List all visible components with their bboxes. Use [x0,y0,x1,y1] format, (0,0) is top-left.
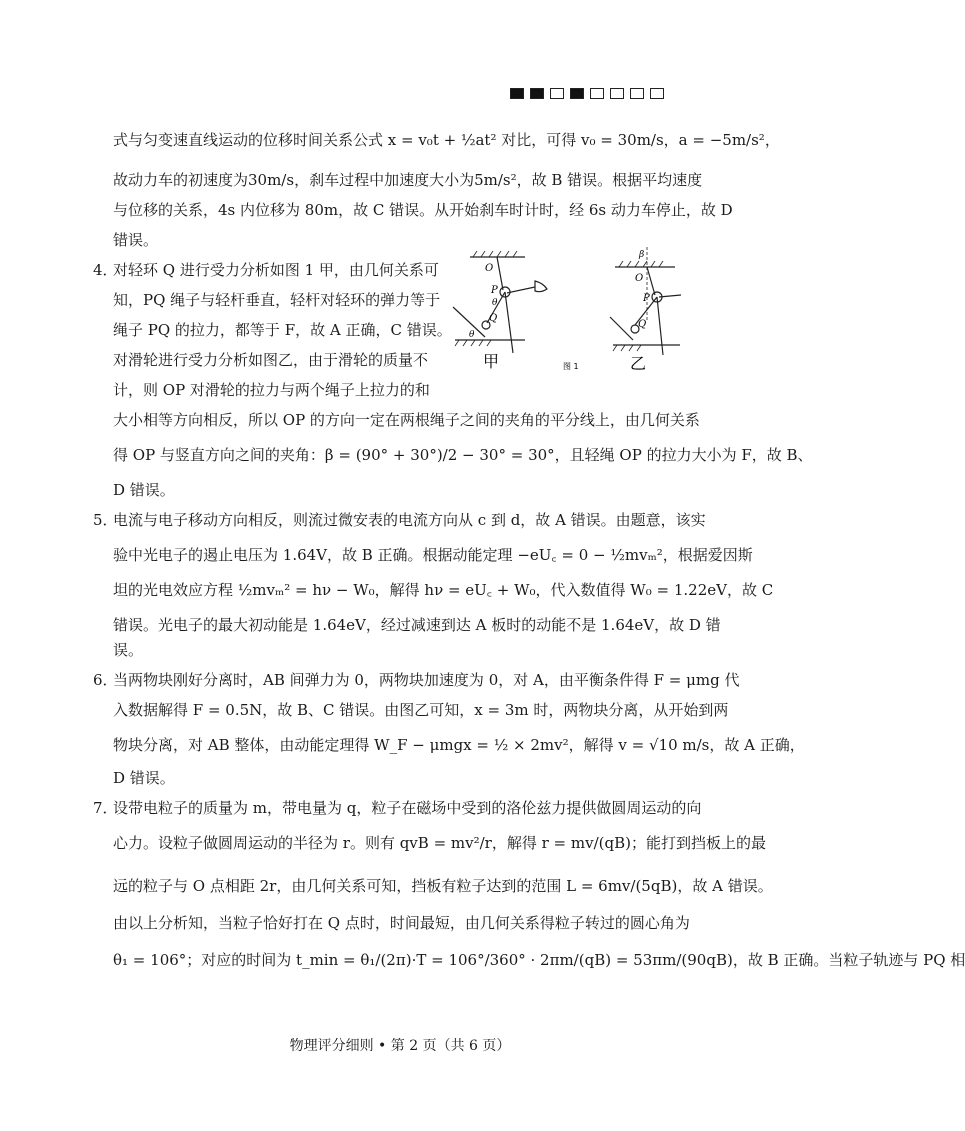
q4-line-4: 对滑轮进行受力分析如图乙，由于滑轮的质量不 [113,351,429,369]
q3-line-1: 式与匀变速直线运动的位移时间关系公式 x = v₀t + ½at² 对比，可得 v₀ = 30m/s，a = −5m/s²， [113,131,780,149]
q7-line-3: 远的粒子与 O 点相距 2r，由几何关系可知，挡板有粒子达到的范围 L = 6mv/(5qB)，故 A 错误。 [113,877,773,895]
q4-line-7: 得 OP 与竖直方向之间的夹角：β = (90° + 30°)/2 − 30° = 30°，且轻绳 OP 的拉力大小为 F，故 B、 [113,446,813,464]
figure-caption: 图 1 [563,362,579,371]
q5-line-2: 验中光电子的遏止电压为 1.64V，故 B 正确。根据动能定理 −eU꜀ = 0 − ½mvₘ²，根据爱因斯 [113,546,753,564]
figure-yi-label-O: O [635,273,644,284]
figure-jia-caption: 甲 [483,352,500,371]
q7-line-2: 心力。设粒子做圆周运动的半径为 r。则有 qvB = mv²/r，解得 r = mv/(qB)；能打到挡板上的最 [113,834,766,852]
figure-jia [453,251,547,353]
q5-line-1: 电流与电子移动方向相反，则流过微安表的电流方向从 c 到 d，故 A 错误。由题意，该实 [113,511,706,529]
progress-square [570,88,584,99]
figure-jia-label-P: P [491,285,498,296]
figure-1-drawing [445,245,685,375]
progress-square [610,88,624,99]
progress-square [550,88,564,99]
figure-jia-label-theta-2: θ [469,330,475,340]
q4-number: 4． [93,261,118,279]
q5-number: 5． [93,511,118,529]
q7-line-5: θ₁ = 106°；对应的时间为 t_min = θ₁/(2π)·T = 106°/360° · 2πm/(qB) = 53πm/(90qB)，故 B 正确。当粒子轨迹与 PQ 相 [113,951,965,969]
progress-square [650,88,664,99]
q4-line-8: D 错误。 [113,481,175,499]
q7-number: 7． [93,799,118,817]
q6-line-3: 物块分离，对 AB 整体，由动能定理得 W_F − μmgx = ½ × 2mv²，解得 v = √10 m/s，故 A 正确， [113,736,805,754]
q5-line-4: 错误。光电子的最大初动能是 1.64eV，经过减速到达 A 板时的动能不是 1.64eV，故 D 错 [113,616,721,634]
progress-square [590,88,604,99]
q4-line-1: 对轻环 Q 进行受力分析如图 1 甲，由几何关系可 [113,261,439,279]
q7-line-1: 设带电粒子的质量为 m，带电量为 q，粒子在磁场中受到的洛伦兹力提供做圆周运动的向 [113,799,702,817]
q4-line-2: 知，PQ 绳子与轻杆垂直，轻杆对轻环的弹力等于 [113,291,441,309]
figure-jia-label-Q: Q [489,313,498,324]
q5-line-5: 误。 [113,641,144,659]
page-progress-indicator [510,88,664,99]
progress-square [630,88,644,99]
q6-line-4: D 错误。 [113,769,175,787]
figure-yi-caption: 乙 [630,354,647,373]
q4-line-5: 计，则 OP 对滑轮的拉力与两个绳子上拉力的和 [113,381,430,399]
q4-line-6: 大小相等方向相反，所以 OP 的方向一定在两根绳子之间的夹角的平分线上，由几何关系 [113,411,700,429]
q6-line-2: 入数据解得 F = 0.5N，故 B、C 错误。由图乙可知，x = 3m 时，两物块分离，从开始到两 [113,701,729,719]
figure-yi-label-P: P [643,293,650,304]
q6-number: 6． [93,671,118,689]
q5-line-3: 坦的光电效应方程 ½mvₘ² = hν − W₀，解得 hν = eU꜀ + W₀，代入数值得 W₀ = 1.22eV，故 C [113,581,774,599]
figure-jia-label-theta: θ [492,298,498,308]
figure-yi-label-beta: β [639,250,645,260]
q7-line-4: 由以上分析知，当粒子恰好打在 Q 点时，时间最短，由几何关系得粒子转过的圆心角为 [113,914,690,932]
progress-square [530,88,544,99]
figure-1 [445,245,685,375]
q3-line-4: 错误。 [113,231,159,249]
q3-line-3: 与位移的关系，4s 内位移为 80m，故 C 错误。从开始刹车时计时，经 6s 动力车停止，故 D [113,201,733,219]
progress-square [510,88,524,99]
q4-line-3: 绳子 PQ 的拉力，都等于 F，故 A 正确，C 错误。 [113,321,452,339]
page-footer: 物理评分细则 • 第 2 页（共 6 页） [289,1038,511,1054]
figure-yi-label-Q: Q [638,319,647,330]
q6-line-1: 当两物块刚好分离时，AB 间弹力为 0，两物块加速度为 0，对 A，由平衡条件得 F = μmg 代 [113,671,740,689]
q3-line-2: 故动力车的初速度为30m/s，刹车过程中加速度大小为5m/s²，故 B 错误。根据平均速度 [113,171,703,189]
figure-jia-label-O: O [485,263,494,274]
